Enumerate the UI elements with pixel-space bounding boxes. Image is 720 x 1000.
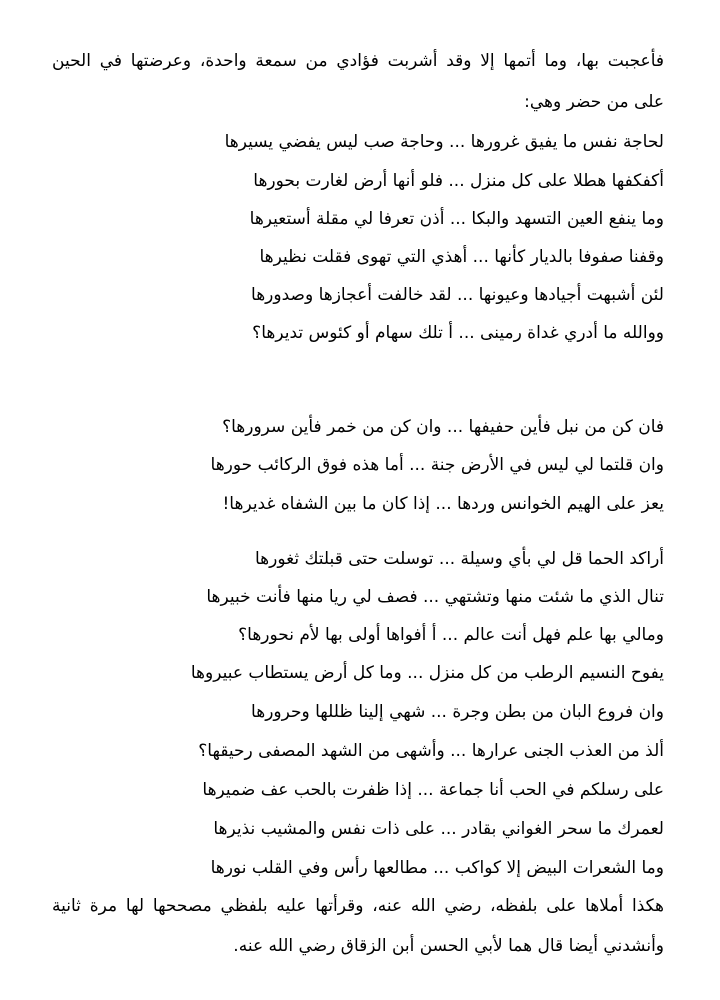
verse-line: لئن أشبهت أجيادها وعيونها ... لقد خالفت أعجازها وصدورها	[251, 285, 664, 305]
closing-line-2: وأنشدني أيضا قال هما لأبي الحسن أبن الزقاق رضي الله عنه.	[233, 936, 664, 956]
verse-line: لحاجة نفس ما يفيق غرورها ... وحاجة صب ليس يفضي يسيرها	[224, 132, 664, 152]
verse-line: وما ينفع العين التسهد والبكا ... أذن تعرفا لي مقلة أستعيرها	[249, 209, 664, 229]
verse-line: وان قلتما لي ليس في الأرض جنة ... أما هذه فوق الركائب حورها	[210, 455, 664, 475]
verse-line: ألذ من العذب الجنى عرارها ... وأشهى من الشهد المصفى رحيقها؟	[198, 741, 664, 761]
intro-line-1: فأعجبت بها، وما أتمها إلا وقد أشربت فؤادي من سمعة واحدة، وعرضتها في الحين	[52, 51, 664, 71]
verse-line: أكفكفها هطلا على كل منزل ... فلو أنها أرض لغارت بحورها	[253, 171, 664, 191]
verse-line: لعمرك ما سحر الغواني بقادر ... على ذات نفس والمشيب نذيرها	[213, 819, 664, 839]
verse-line: أراكد الحما قل لي بأي وسيلة ... توسلت حتى قبلتك ثغورها	[255, 549, 664, 569]
verse-line: يعز على الهيم الخوانس وردها ... إذا كان ما بين الشفاه غديرها!	[222, 494, 664, 514]
intro-line-2: على من حضر وهي:	[524, 92, 664, 112]
closing-line-1: هكذا أملاها على بلفظه، رضي الله عنه، وقرأتها عليه بلفظي مصححها لها مرة ثانية	[52, 896, 664, 916]
verse-line: وما الشعرات البيض إلا كواكب ... مطالعها رأس وفي القلب نورها	[210, 858, 664, 878]
verse-line: يفوح النسيم الرطب من كل منزل ... وما كل أرض يستطاب عبيروها	[190, 663, 664, 683]
verse-line: فان كن من نبل فأين حفيفها ... وان كن من خمر فأين سرورها؟	[222, 417, 664, 437]
verse-line: ووالله ما أدري غداة رمينى ... أ تلك سهام أو كئوس تديرها؟	[252, 323, 664, 343]
verse-line: وان فروع البان من بطن وجرة ... شهي إلينا ظللها وحرورها	[251, 702, 664, 722]
verse-line: وقفنا صفوفا بالديار كأنها ... أهذي التي تهوى فقلت نظيرها	[259, 247, 664, 267]
verse-line: على رسلكم في الحب أنا جماعة ... إذا ظفرت بالحب عف ضميرها	[202, 780, 664, 800]
verse-line: تنال الذي ما شئت منها وتشتهي ... فصف لي ريا منها فأنت خبيرها	[206, 587, 664, 607]
verse-line: ومالي بها علم فهل أنت عالم ... أ أفواها أولى بها لأم نحورها؟	[238, 625, 664, 645]
